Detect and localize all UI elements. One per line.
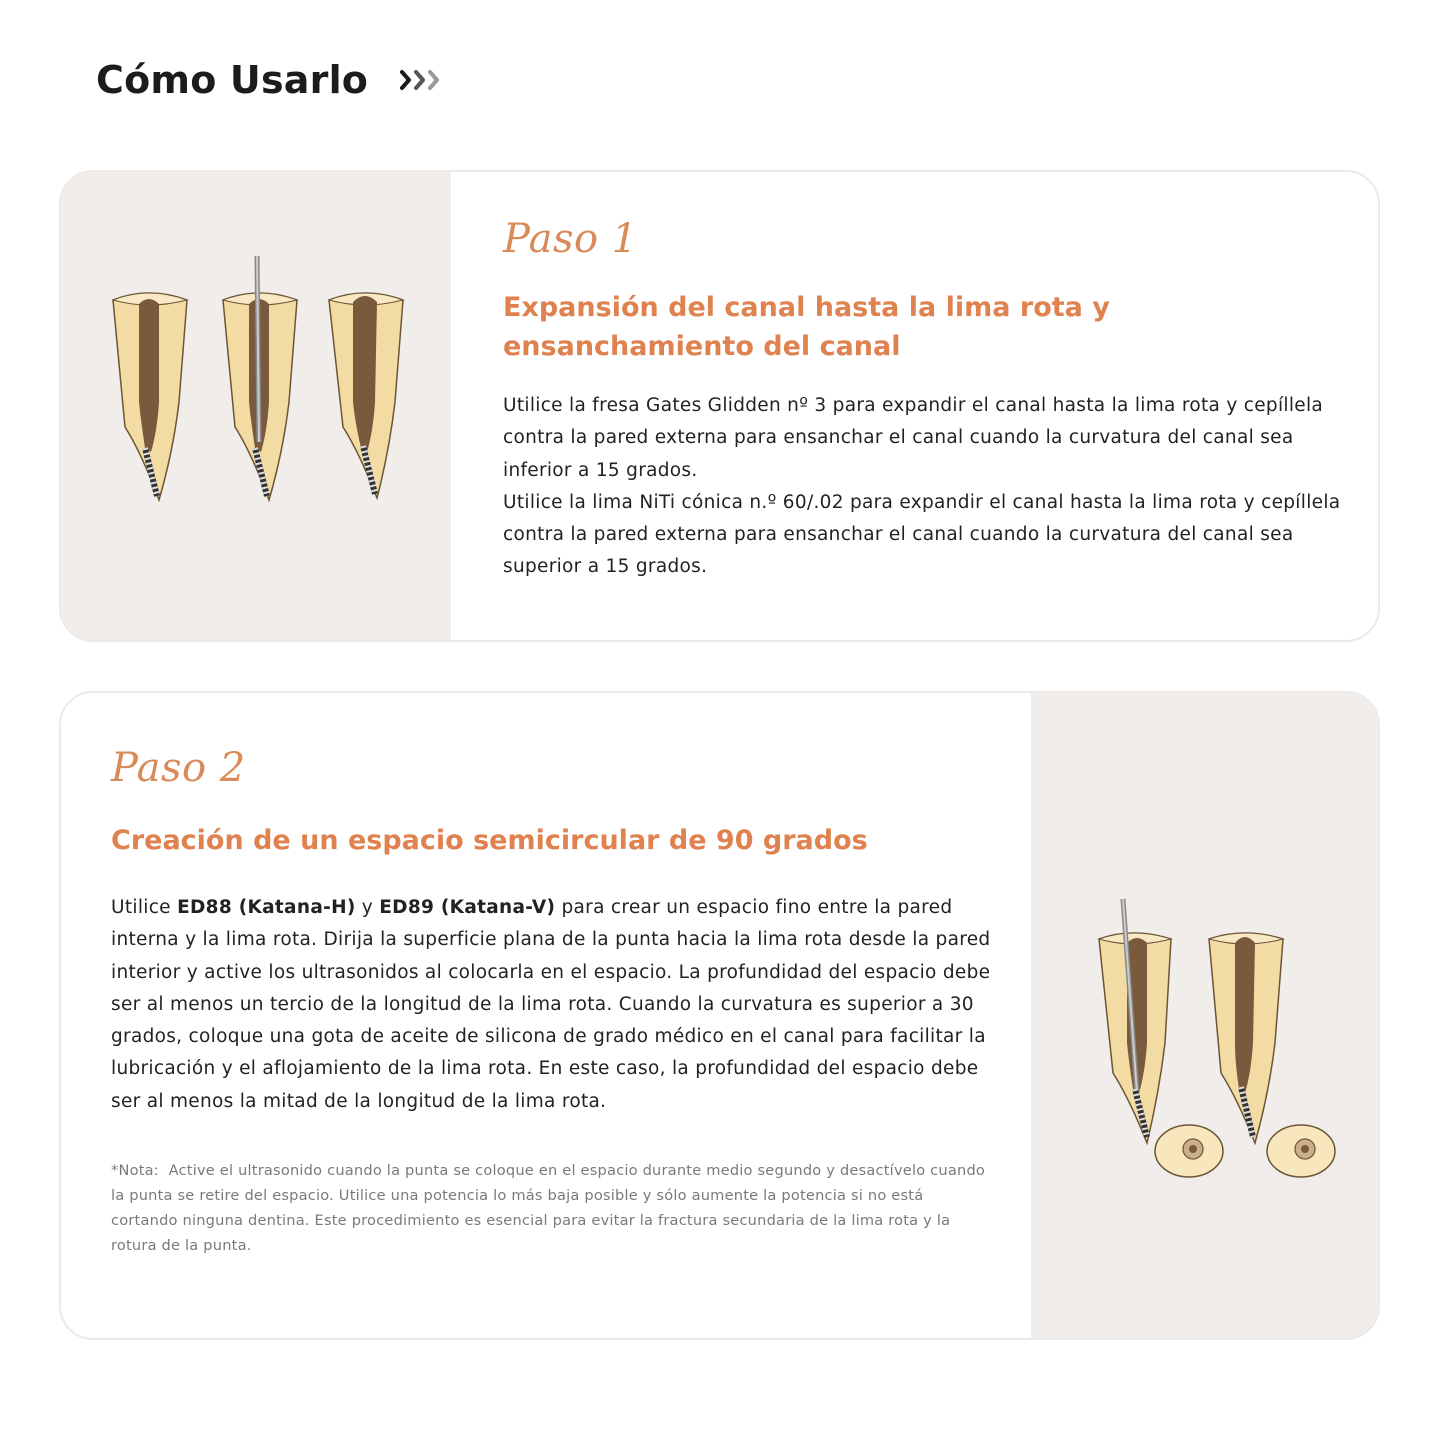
page-title: Cómo Usarlo — [96, 58, 369, 102]
tooth-diagram-1 — [113, 293, 187, 500]
triple-chevron-right-icon — [398, 66, 444, 94]
step-1-text — [503, 216, 1353, 584]
tooth-diagram-b — [1209, 933, 1283, 1143]
ultrasonic-tip-illustration — [1077, 893, 1347, 1183]
root-canal-illustration — [101, 252, 421, 512]
note-label: *Nota: — [111, 1162, 159, 1180]
page-header — [96, 58, 444, 102]
step-description — [503, 390, 1353, 584]
body-text-3: para crear un espacio fino entre la pared interna y la lima rota. Dirija la superficie plana de la punta hacia la lima rota desde la pared interior y active los ultrasonidos al colocarla en el espacio. La profundidad del espacio debe ser al menos un tercio de la longitud de la lima rota. Cuando la curvatura es superior a 30 grados, coloque una gota de aceite de silicona de grado médico en el canal para facilitar la lubricación y el aflojamiento de la lima rota. En este caso, la profundidad del espacio debe ser al menos la mitad de la longitud de la lima rota. — [111, 897, 991, 1112]
body-text-1: Utilice — [111, 897, 178, 918]
step-title-line-1: Expansión del canal hasta la lima rota y — [503, 292, 1110, 323]
paragraph-2: Utilice la lima NiTi cónica n.º 60/.02 para expandir el canal hasta la lima rota y cepíllela contra la pared externa para ensanchar el canal cuando la curvatura del canal sea superior a 15 grados. — [503, 491, 1341, 578]
tooth-diagram-3 — [329, 293, 403, 498]
step-2-illustration-panel — [1031, 693, 1378, 1338]
note — [111, 1158, 991, 1258]
step-1-illustration-panel — [61, 172, 451, 640]
tooth-diagram-2 — [223, 256, 297, 500]
step-2-text — [111, 745, 991, 1273]
step-2-card — [59, 691, 1380, 1340]
body-text-2: y — [355, 897, 380, 918]
step-title — [503, 288, 1353, 366]
product-name-ed89: ED89 (Katana-V) — [379, 897, 556, 918]
step-title: Creación de un espacio semicircular de 90 grados — [111, 825, 868, 856]
paragraph-1: Utilice la fresa Gates Glidden nº 3 para expandir el canal hasta la lima rota y cepíllela contra la pared externa para ensanchar el canal cuando la curvatura del canal sea inferior a 15 grados. — [503, 395, 1324, 481]
note-text: Active el ultrasonido cuando la punta se coloque en el espacio durante medio segundo y desactívelo cuando la punta se retire del espacio. Utilice una potencia lo más baja posible y sólo aumente la potencia si no está cortando ninguna dentina. Este procedimiento es esencial para evitar la fractura secundaria de la lima rota y la rotura de la punta. — [111, 1162, 986, 1255]
step-1-card — [59, 170, 1380, 642]
tooth-diagram-a — [1099, 899, 1171, 1143]
step-description — [111, 892, 991, 1118]
step-label: Paso 2 — [111, 745, 246, 791]
product-name-ed88: ED88 (Katana-H) — [177, 897, 356, 918]
step-title-line-2: ensanchamiento del canal — [503, 331, 901, 362]
step-label: Paso 1 — [503, 216, 638, 262]
